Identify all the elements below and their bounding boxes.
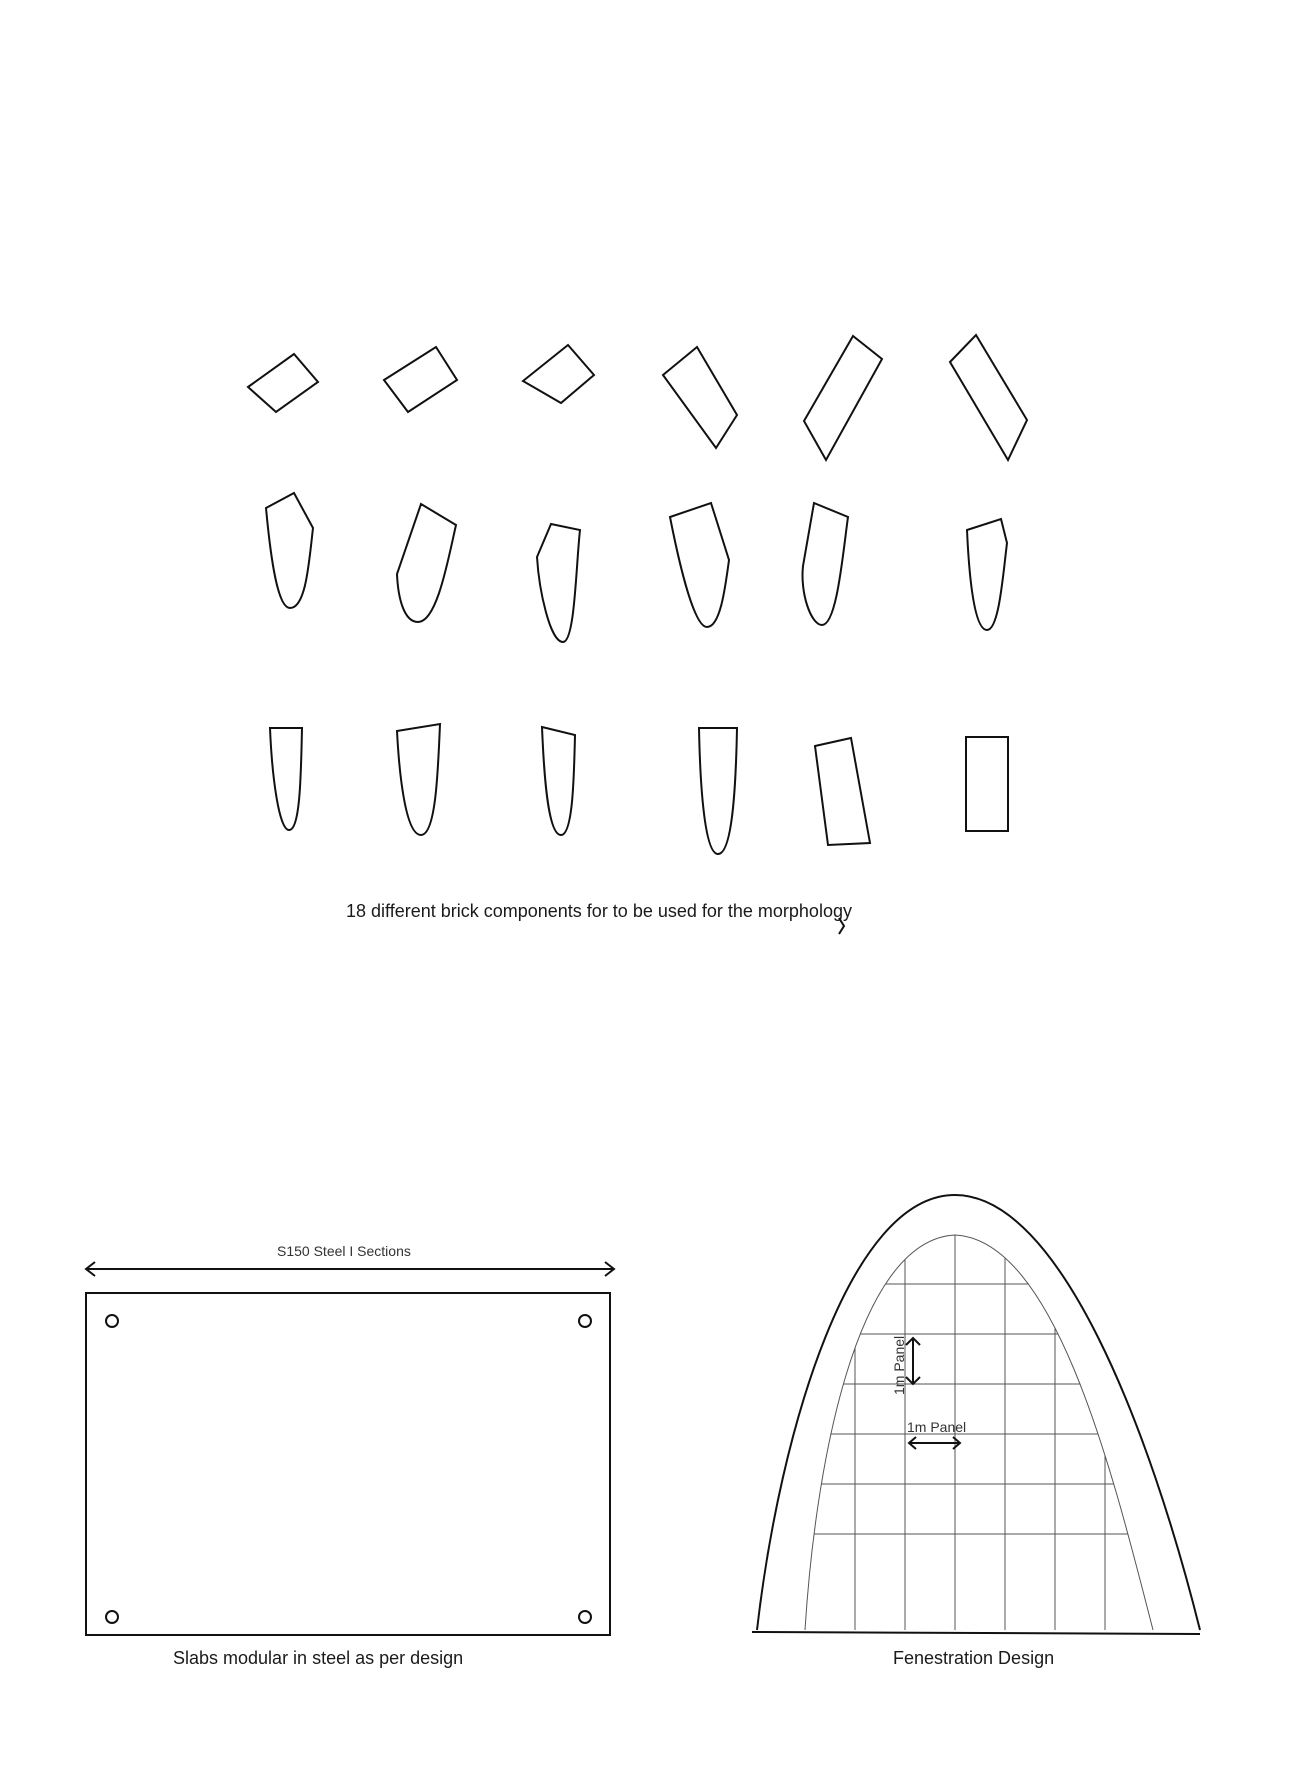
bolt-hole [579, 1611, 591, 1623]
brick-component [270, 728, 302, 830]
brick-component [699, 728, 737, 854]
brick-component [804, 336, 882, 460]
slab-caption: Slabs modular in steel as per design [173, 1648, 464, 1668]
horizontal-panel-label: 1m Panel [907, 1419, 967, 1435]
steel-slab-panel [86, 1293, 610, 1635]
brick-component [537, 524, 580, 642]
bolt-hole [579, 1315, 591, 1327]
brick-component [397, 504, 456, 622]
bricks-caption: 18 different brick components for to be used for the morphology [346, 901, 852, 921]
brick-component [266, 493, 313, 608]
ground-line [752, 1632, 1200, 1634]
brick-component [802, 503, 848, 625]
brick-components [248, 335, 1027, 854]
brick-component [670, 503, 729, 627]
brick-component [966, 737, 1008, 831]
brick-component [815, 738, 870, 845]
brick-component [384, 347, 457, 412]
inner-arch [805, 1235, 1153, 1630]
brick-component [397, 724, 440, 835]
brick-component [248, 354, 318, 412]
brick-component [523, 345, 594, 403]
fenestration-caption: Fenestration Design [893, 1648, 1055, 1668]
steel-slab-drawing [86, 1243, 614, 1635]
outer-arch [757, 1195, 1200, 1630]
brick-component [967, 519, 1007, 630]
brick-component [663, 347, 737, 448]
bolt-hole [106, 1611, 118, 1623]
bolt-hole [106, 1315, 118, 1327]
brick-component [950, 335, 1027, 460]
vertical-panel-label: 1m Panel [891, 1335, 907, 1395]
slab-dimension-label: S150 Steel I Sections [277, 1243, 411, 1259]
fenestration-drawing [752, 1195, 1200, 1640]
brick-component [542, 727, 575, 835]
